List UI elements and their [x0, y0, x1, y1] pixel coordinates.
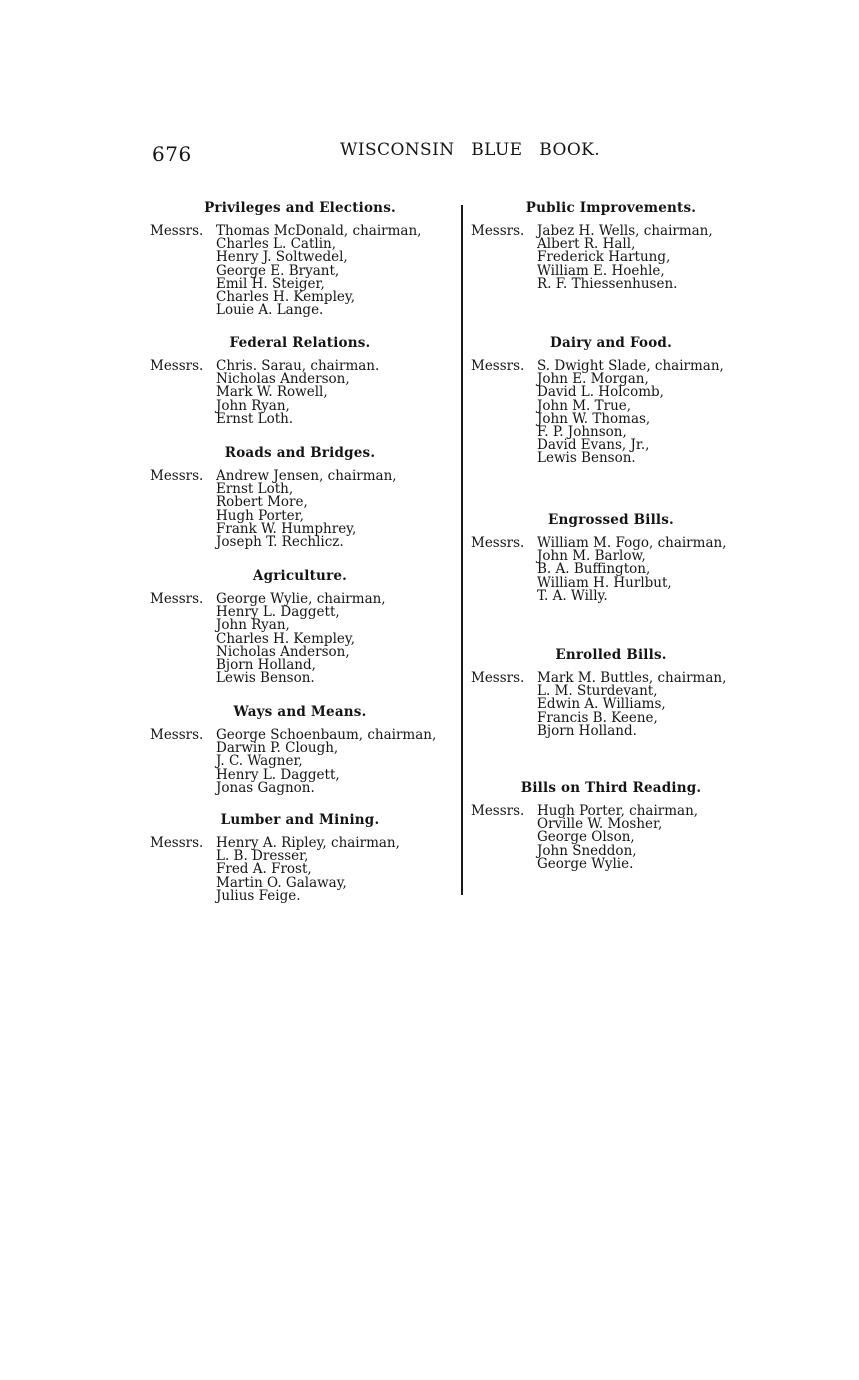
committee-title: Agriculture.	[252, 568, 348, 584]
member-name: Bjorn Holland.	[537, 722, 637, 739]
member-name: Ernst Loth.	[216, 410, 294, 427]
member-name: Mark M. Buttles, chairman,	[537, 670, 727, 686]
member-name: John E. Morgan,	[537, 371, 649, 388]
member-name: Charles H. Kempley,	[216, 630, 355, 647]
member-name: L. M. Sturdevant,	[537, 683, 658, 700]
member-name: Charles L. Catlin,	[216, 236, 337, 253]
committee-bills-on-third-reading	[471, 780, 751, 871]
member-list	[471, 805, 751, 871]
member-name: Albert R. Hall,	[537, 236, 636, 253]
member-name: John Ryan,	[216, 617, 290, 634]
member-name: George E. Bryant,	[216, 262, 340, 279]
messrs-label: Messrs.	[150, 358, 204, 374]
member-name: David Evans, Jr.,	[537, 437, 650, 454]
running-title: WISCONSIN BLUE BOOK.	[340, 140, 601, 160]
member-name: J. C. Wagner,	[216, 753, 303, 770]
messrs-label: Messrs.	[471, 670, 525, 686]
member-name: S. Dwight Slade, chairman,	[537, 358, 724, 374]
member-name: Fred A. Frost,	[216, 861, 312, 878]
member-name: Mark W. Rowell,	[216, 384, 328, 401]
committee-roads-and-bridges	[150, 445, 450, 549]
member-list	[150, 360, 450, 426]
member-name: George Wylie, chairman,	[216, 591, 386, 607]
member-name: L. B. Dresser,	[216, 848, 309, 865]
member-name: Henry A. Ripley, chairman,	[216, 835, 400, 851]
member-name: Orville W. Mosher,	[537, 816, 663, 833]
member-list	[150, 225, 450, 317]
member-name: Chris. Sarau, chairman.	[216, 358, 380, 374]
committee-lumber-and-mining	[150, 812, 450, 903]
member-name: Hugh Porter, chairman,	[537, 803, 699, 819]
member-list	[150, 470, 450, 549]
member-name: John M. True,	[537, 397, 632, 414]
member-name: F. P. Johnson,	[537, 424, 627, 441]
member-name: John Ryan,	[216, 397, 290, 414]
committee-title: Enrolled Bills.	[555, 647, 667, 663]
member-name: B. A. Buffington,	[537, 561, 651, 578]
member-name: Jonas Gagnon.	[216, 779, 315, 796]
messrs-label: Messrs.	[150, 468, 204, 484]
committee-engrossed-bills	[471, 512, 751, 603]
page-number: 676	[152, 142, 192, 166]
messrs-label: Messrs.	[150, 591, 204, 607]
committee-dairy-and-food	[471, 335, 751, 466]
member-list	[150, 729, 450, 795]
committee-title: Ways and Means.	[233, 704, 367, 720]
member-name: David L. Holcomb,	[537, 384, 664, 401]
member-name: John M. Barlow,	[537, 548, 646, 565]
member-list	[150, 837, 450, 903]
committee-enrolled-bills	[471, 647, 751, 738]
member-name: George Wylie.	[537, 855, 634, 872]
member-name: Thomas McDonald, chairman,	[216, 223, 422, 239]
member-name: William E. Hoehle,	[537, 262, 665, 279]
committee-title: Federal Relations.	[229, 335, 371, 351]
committee-title: Dairy and Food.	[550, 335, 672, 351]
member-name: Martin O. Galaway,	[216, 874, 347, 891]
committee-title: Bills on Third Reading.	[520, 780, 702, 796]
member-list	[471, 360, 751, 466]
member-name: Louie A. Lange.	[216, 302, 324, 319]
member-name: John Sneddon,	[537, 842, 637, 859]
member-name: Charles H. Kempley,	[216, 289, 355, 306]
page-header	[0, 138, 859, 168]
committee-title: Engrossed Bills.	[548, 512, 674, 528]
messrs-label: Messrs.	[471, 358, 525, 374]
member-name: Jabez H. Wells, chairman,	[537, 223, 713, 239]
committee-title: Roads and Bridges.	[224, 445, 376, 461]
member-list	[471, 537, 751, 603]
messrs-label: Messrs.	[471, 535, 525, 551]
committee-title: Privileges and Elections.	[204, 200, 396, 216]
member-name: Bjorn Holland,	[216, 657, 316, 674]
member-name: Nicholas Anderson,	[216, 371, 350, 388]
member-name: Ernst Loth,	[216, 481, 294, 498]
messrs-label: Messrs.	[471, 223, 525, 239]
messrs-label: Messrs.	[150, 727, 204, 743]
member-name: George Schoenbaum, chairman,	[216, 727, 437, 743]
member-name: Henry L. Daggett,	[216, 766, 340, 783]
member-name: Hugh Porter,	[216, 507, 304, 524]
member-name: George Olson,	[537, 829, 635, 846]
member-name: Henry L. Daggett,	[216, 604, 340, 621]
member-name: Joseph T. Rechlicz.	[216, 534, 344, 551]
committee-title: Lumber and Mining.	[220, 812, 380, 828]
committee-federal-relations	[150, 335, 450, 426]
committee-privileges-and-elections	[150, 200, 450, 317]
member-name: Frederick Hartung,	[537, 249, 671, 266]
committee-agriculture	[150, 568, 450, 685]
member-name: Frank W. Humphrey,	[216, 520, 357, 537]
member-name: Lewis Benson.	[216, 670, 315, 687]
member-name: Julius Feige.	[216, 887, 301, 904]
member-list	[471, 672, 751, 738]
member-name: Nicholas Anderson,	[216, 643, 350, 660]
committee-title: Public Improvements.	[525, 200, 697, 216]
member-list	[150, 593, 450, 685]
messrs-label: Messrs.	[471, 803, 525, 819]
member-name: Edwin A. Williams,	[537, 696, 666, 713]
committee-public-improvements	[471, 200, 751, 291]
messrs-label: Messrs.	[150, 835, 204, 851]
member-name: Lewis Benson.	[537, 450, 636, 467]
member-name: William M. Fogo, chairman,	[537, 535, 727, 551]
committee-ways-and-means	[150, 704, 450, 795]
column-divider	[461, 205, 463, 895]
member-names	[471, 360, 751, 466]
member-name: Henry J. Soltwedel,	[216, 249, 348, 266]
member-name: R. F. Thiessenhusen.	[537, 275, 678, 292]
member-name: Darwin P. Clough,	[216, 740, 339, 757]
member-name: Robert More,	[216, 494, 308, 511]
member-name: Francis B. Keene,	[537, 709, 658, 726]
member-name: William H. Hurlbut,	[537, 574, 672, 591]
member-name: Andrew Jensen, chairman,	[216, 468, 397, 484]
messrs-label: Messrs.	[150, 223, 204, 239]
member-name: T. A. Willy.	[537, 587, 608, 604]
member-name: John W. Thomas,	[537, 410, 651, 427]
member-list	[471, 225, 751, 291]
member-name: Emil H. Steiger,	[216, 275, 325, 292]
